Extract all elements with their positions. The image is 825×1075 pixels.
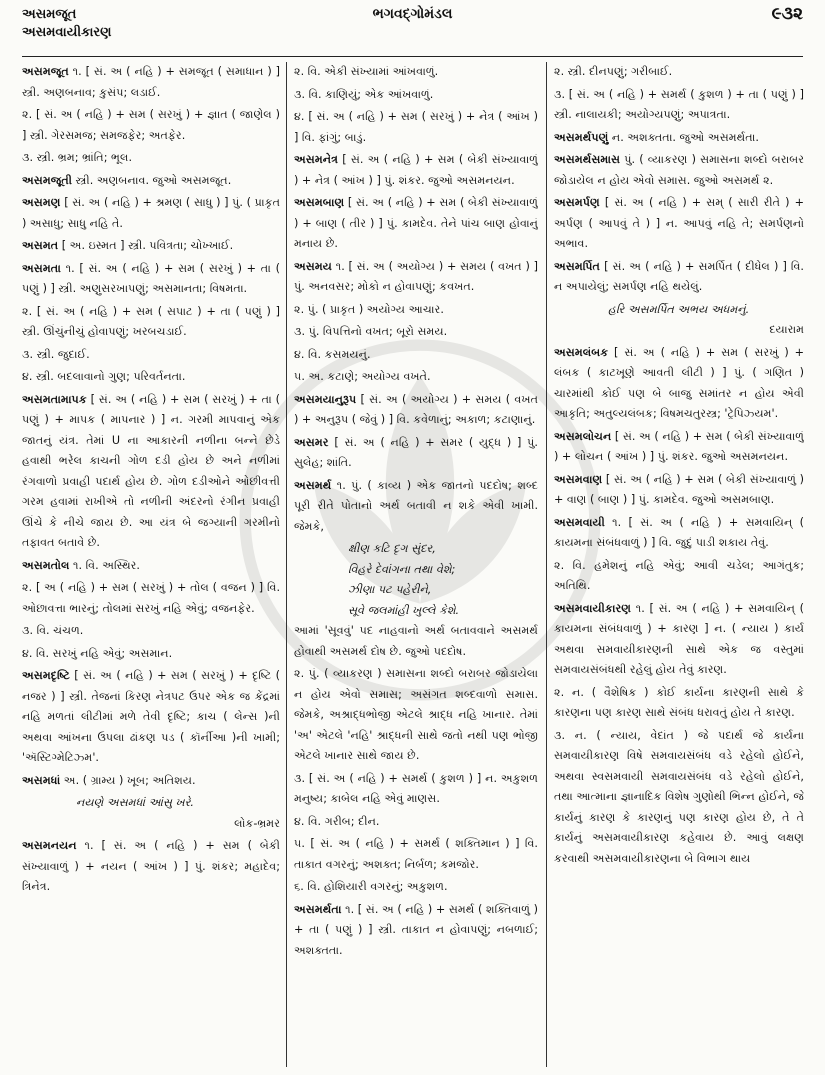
entry-text: ૧. પું. ( કાવ્ય ) એક જાતનો પદદોષ; શબ્દ પૂરી રીતે પોતાનો અર્થ બતાવી ન શકે એવી ખામી. જેમકે, (294, 478, 538, 533)
entry-text: પું. ( વ્યાકરણ ) સમાસના શબ્દો બરાબર જોડાયેલ ન હોય એવો સમાસ. જુઓ અસમર્થ ૨. (554, 153, 804, 187)
quotation-line (608, 300, 804, 321)
entry-sense (554, 85, 804, 126)
headword: અસમવાયી (554, 515, 605, 529)
headword: અસમલોચન (554, 429, 612, 443)
headword: અસમબાણ (294, 196, 345, 209)
entry-sense (22, 367, 280, 388)
entry-text: ૪. [ સં. અ ( નહિ ) + સમ ( સરખું ) + નેત્ર ( આંખ ) ] વિ. ફાંગું; બાડું. (294, 110, 538, 144)
headword: અસમજૂતી (22, 173, 72, 187)
headword: અસમધાં (22, 773, 61, 787)
entry-sense (294, 877, 538, 898)
entry-text: ૬. વિ. હોશિયારી વગરનું; અકુશળ. (294, 880, 448, 893)
dictionary-entry (554, 343, 804, 425)
entry-text: ૩. વિ. કાણિયું; એક આંખવાળું. (294, 87, 434, 101)
headword: અસમતોલ (22, 558, 70, 572)
headword: અસમણ (22, 196, 61, 209)
headword: અસમયાનુરૂપ (294, 392, 357, 406)
headword: અસમય (294, 259, 332, 273)
entry-text: ૨. [ અ ( નહિ ) + સમ ( સરખું ) + તોલ ( વજન ) ] વિ. ઓછાવત્તા ભારનું; તોલમાં સરખું નહિ એવું; વજનફેર. (22, 581, 280, 615)
dictionary-entry (554, 599, 804, 681)
dictionary-entry (22, 259, 280, 300)
entry-sense (22, 105, 280, 146)
entry-text: ૨. વિ. હમેશનું નહિ એવું; આવી ચડેલ; આગંતુક; અતિથિ. (554, 558, 804, 592)
entry-text: ૨. સ્ત્રી. દીનપણું; ગરીબાઈ. (554, 65, 673, 78)
headword: અસમનયન (22, 839, 77, 852)
entry-sense (22, 302, 280, 343)
column-2 (294, 62, 538, 1067)
entry-text: [ સં. અ ( નહિ ) + સમર્પિત ( દીધેલ ) ] વિ. ન અપાયેલું; સમર્પણ નહિ થયેલું. (554, 259, 804, 293)
quotation-line (348, 560, 538, 581)
entry-text: ૧. [ સં. અ ( નહિ ) + સમ ( સરખું ) + તા ( પણું ) ] સ્ત્રી. અણુસરખાપણું; અસમાનતા; વિષમતા. (22, 261, 280, 295)
dictionary-entry (554, 513, 804, 554)
entry-text: ૩. સ્ત્રી. જુદાઈ. (22, 347, 90, 361)
dictionary-entry (22, 390, 280, 554)
dictionary-entry (294, 150, 538, 191)
headword: અસમર્પણ (554, 196, 600, 209)
entry-text: [ સં. અ ( નહિ ) + સમર ( યુદ્ધ ) ] પું. સુલેહ; શાંતિ. (294, 435, 538, 469)
entry-sense (22, 578, 280, 619)
entry-text: ૩. [ સં. અ ( નહિ ) + સમર્થ ( કુશળ ) ] ન. અકુશળ મનુષ્ય; કાબેલ નહિ એવું માણસ. (294, 771, 538, 805)
headword: અસમર્પિત (554, 259, 600, 273)
quotation-credit (22, 814, 280, 835)
headword: અસમલંબક (554, 345, 609, 359)
entry-sense (294, 107, 538, 148)
column-divider-2 (546, 62, 547, 1067)
entry-sense (22, 148, 280, 169)
entry-text: [ સં. અ ( નહિ ) + સમ ( બેકી સંખ્યાવાળું ) + બાણ ( તીર ) ] પું. કામદેવ. તેને પાંચ બાણ હોવાનું મનાય છે. (294, 196, 538, 250)
entry-text: [ સં. અ ( નહિ ) + શ્રમણ ( સાધુ ) ] પું. ( પ્રાકૃત ) અસાધુ; સાધુ નહિ તે. (22, 196, 280, 230)
headword: અસમદૃષ્ટિ (22, 669, 70, 682)
column-1 (22, 62, 280, 1067)
entry-text: ૨. પું. ( પ્રાકૃત ) અયોગ્ય આચાર. (294, 302, 444, 316)
entry-sense (294, 812, 538, 833)
entry-text: ૩. પું. વિપત્તિનો વખત; બૂરો સમય. (294, 325, 448, 338)
entry-text: [ સં. અ ( નહિ ) + સમ ( સરખું ) + તા ( પણું ) + માપક ( માપનાર ) ] ન. ગરમી માપવાનું એક જાતનું યંત્ર. તેમાં U ના આકારની નળીના બન્ને છેડે હવાથી ભરેલ કાચની ગોળ દડી હોય છે અને નળીમાં રંગવાળો પ્રવાહી પદાર્થ હોય છે. ગોળ દડીઓને ઓછીવત્તી ગરમ હવામાં રાખીએ તો નળીની અંદરનો રંગીન પ્રવાહી ઊંચે કે નીચે જાય છે. આ યંત્ર બે જગ્યાની ગરમીનો તફાવત બતાવે છે. (22, 392, 280, 549)
entry-sense (294, 664, 538, 767)
entry-text: ૪. સ્ત્રી. બદલાવાનો ગુણ; પરિવર્તનતા. (22, 370, 186, 383)
page-number: ૯૩૨ (771, 4, 803, 24)
entry-text: [ અ. ઇસ્મત ] સ્ત્રી. પવિત્રતા; ચોખ્ખાઈ. (58, 239, 234, 252)
entry-sense (294, 367, 538, 388)
entry-text: ૩. [ સં. અ ( નહિ ) + સમર્થ ( કુશળ ) + તા ( પણું ) ] સ્ત્રી. નાલાયકી; અયોગ્યપણું; અપાત્રતા. (554, 87, 804, 121)
entry-text: હરિ અસમર્પિત અભય અધમનું. (608, 302, 750, 316)
entry-text: ૨. [ સં. અ ( નહિ ) + સમ ( સપાટ ) + તા ( પણું ) ] સ્ત્રી. ઊંચુંનીચું હોવાપણું; ખરબચડાઈ. (22, 304, 280, 338)
dictionary-entry (554, 257, 804, 298)
headword: અસમજૂત (22, 65, 69, 78)
entry-text: ૧. [ સં. અ ( નહિ ) + સમવાયિન્ ( કાયમના સંબંધવાળું ) + કારણ ] ન. ( ન્યાય ) કાર્ય અથવા સમવાયીકારણની સાથે એક જ વસ્તુમાં સમવાયસંબંધથી રહેલું હોય તેવું કારણ. (554, 601, 804, 676)
entry-text: સ્ત્રી. અણબનાવ. જુઓ અસમજૂત. (71, 173, 232, 187)
entry-text: [ સં. અ ( નહિ ) + સમ ( બેકી સંખ્યાવાળું ) + નેત્ર ( આંખ ) ] પું. શંકર. જુઓ અસમનયન. (294, 153, 538, 187)
entry-text: [ સં. અ ( અયોગ્ય ) + સમય ( વખત ) + અનુરૂપ ( જેવું ) ] વિ. કવેળાનું; અકાળ; કટાણાનું. (294, 392, 538, 426)
entry-text: ૨. ન. ( વૈશેષિક ) કોઈ કાર્યના કારણની સાથે કે કારણના પણ કારણ સાથે સંબંધ ધરાવતું હોય તે કારણ. (554, 685, 804, 719)
entry-text: આમાં 'સૂવવું' પદ નાહવાનો અર્થ બતાવવાને અસમર્થ હોવાથી અસમર્થ દોષ છે. જુઓ પદદોષ. (294, 624, 538, 658)
headword: અસમર્થસમાસ (554, 153, 621, 166)
entry-sense (22, 621, 280, 642)
entry-sense (554, 556, 804, 597)
quotation-line (348, 539, 538, 560)
entry-text: [ સં. અ ( નહિ ) + સમ્ ( સારી રીતે ) + અર્પણ ( આપવું તે ) ] ન. આપવું નહિ તે; સમર્પણનો અભાવ. (554, 196, 804, 250)
entry-text: વિહરે દેવાંગના તથા વેશે; (348, 562, 456, 576)
entry-text: ૧. [ સં. અ ( નહિ ) + સમવાયિન્ ( કાયમના સંબંધવાળું ) ] વિ. જુદું પાડી શકાય તેવું. (554, 515, 804, 549)
entry-sense (294, 345, 538, 366)
entry-text: ૧. [ સં. અ ( નહિ ) + સમ ( બેકી સંખ્યાવાળું ) + નયન ( આંખ ) ] પું. શંકર; મહાદેવ; ત્રિનેત્ર. (22, 839, 280, 893)
dictionary-entry (294, 433, 538, 474)
entry-text: ૪. વિ. ગરીબ; દીન. (294, 814, 380, 828)
entry-text: ૪. વિ. સરખું નહિ એવું; અસમાન. (22, 646, 173, 660)
headword: અસમર (294, 435, 329, 449)
entry-sense (294, 85, 538, 106)
entry-sense (554, 683, 804, 724)
dictionary-entry (554, 193, 804, 255)
dictionary-entry (294, 390, 538, 431)
column-3 (554, 62, 804, 1067)
entry-text: અ. ( ગ્રામ્ય ) ખૂબ; અતિશય. (60, 773, 196, 787)
entry-text: ૧. [ સં. અ ( અયોગ્ય ) + સમય ( વખત ) ] પું. અનવસર; મોકો ન હોવાપણું; કવખત. (294, 259, 538, 293)
dictionary-entry (22, 236, 280, 257)
entry-text: ક્ષીણ કટિ દૃગ સુંદર, (348, 542, 436, 555)
column-divider-1 (286, 62, 287, 1067)
entry-sense (294, 769, 538, 810)
guide-word-second: અસમવાયીકારણ (22, 25, 112, 40)
entry-sense (554, 62, 804, 83)
entry-text: ૩. ન. ( ન્યાય, વેદાંત ) જે પદાર્થ જે કાર્યના સમવાયીકારણ વિષે સમવાયસંબંધ વડે રહેલો હોઈને, અથવા સ્વસમવાયી સમવાયસંબંધ વડે રહેલો હોઈને, તથા આત્માના જ્ઞાનાદિક વિશેષ ગુણોથી ભિન્ન હોઈને, જે કાર્યનું કારણ કે કારણનું પણ કારણ હોય છે, તે તે કાર્યનું અસમવાયીકારણ કહેવાય છે. આવું લક્ષણ કરવાથી અસમવાયીકારણના બે વિભાગ થાય (554, 728, 804, 865)
dictionary-entry (294, 193, 538, 255)
dictionary-entry (22, 193, 280, 234)
dictionary-entry (22, 836, 280, 898)
quotation-credit (554, 320, 804, 341)
headword: અસમર્થ (294, 478, 332, 492)
entry-text: ૧. [ સં. અ ( નહિ ) + સમજૂત ( સમાધાન ) ] સ્ત્રી. અણબનાવ; કુસંપ; લડાઈ. (22, 65, 280, 99)
book-title: ભગવદ્ગોમંડલ (372, 6, 453, 22)
headword: અસમવાણ (554, 472, 603, 486)
entry-text: ૧. વિ. અસ્થિર. (69, 558, 140, 572)
entry-text: લોક-ભ્રમર (234, 816, 280, 830)
dictionary-entry (22, 171, 280, 192)
headword: અસમનેત્ર (294, 153, 338, 166)
dictionary-entry (554, 150, 804, 191)
entry-text: દયારામ (769, 323, 804, 336)
entry-text: ૫. [ સં. અ ( નહિ ) + સમર્થ ( શક્તિમાન ) ] વિ. તાકાત વગરનું; અશક્ત; નિર્બળ; કમજોર. (294, 837, 538, 871)
dictionary-entry (294, 900, 538, 962)
dictionary-entry (554, 128, 804, 149)
headword: અસમર્થતા (294, 902, 342, 916)
headword: અસમતામાપક (22, 392, 87, 406)
quotation-line (348, 601, 538, 622)
entry-text: ૫. અ. કટાણે; અયોગ્ય વખતે. (294, 370, 431, 383)
entry-sense (554, 726, 804, 870)
entry-text: નયણે અસમધાં આંસુ ખરે. (76, 796, 194, 809)
dictionary-entry (294, 476, 538, 538)
entry-text: ૧. [ સં. અ ( નહિ ) + સમર્થ ( શક્તિવાળું ) + તા ( પણું ) ] સ્ત્રી. તાકાત ન હોવાપણું; નબળાઈ; અશક્તતા. (294, 902, 538, 957)
quotation-line (348, 580, 538, 601)
entry-sense (294, 322, 538, 343)
entry-text: ન. અશક્તતા. જુઓ અસમર્થતા. (608, 130, 759, 144)
entry-text: [ સં. અ ( નહિ ) + સમ ( બેકી સંખ્યાવાળું ) + લોચન ( આંખ ) ] પું. શંકર. જુઓ અસમનયન. (554, 429, 804, 463)
headword: અસમવાયીકારણ (554, 601, 632, 615)
dictionary-entry (22, 771, 280, 792)
quotation-line (76, 793, 280, 814)
dictionary-entry (294, 257, 538, 298)
dictionary-entry (22, 556, 280, 577)
entry-text: સૂવે જલમાંહી ખુલ્લે કેશે. (348, 603, 460, 617)
headword: અસમતા (22, 261, 61, 275)
dictionary-entry (554, 427, 804, 468)
dictionary-entry (22, 666, 280, 769)
entry-sense (294, 621, 538, 662)
entry-text: ૨. વિ. એકી સંખ્યામાં આંખવાળું. (294, 65, 439, 78)
entry-sense (294, 62, 538, 83)
dictionary-entry (554, 470, 804, 511)
entry-text: ૪. વિ. કસમયનું. (294, 347, 371, 361)
entry-sense (22, 644, 280, 665)
entry-sense (294, 834, 538, 875)
entry-sense (294, 300, 538, 321)
header-rule (22, 56, 803, 57)
entry-text: ૨. પું. ( વ્યાકરણ ) સમાસના શબ્દો બરાબર જોડાયેલા ન હોય એવો સમાસ; અસંગત શબ્દવાળો સમાસ. જેમકે, અશ્રાદ્ધભોજી એટલે શ્રાદ્ધ નહિ ખાનાર. તેમાં 'અ' એટલે 'નહિ' શ્રાદ્ધની સાથે જતો નથી પણ ભોજી એટલે ખાનાર સાથે જાય છે. (294, 667, 538, 762)
entry-text: [ સં. અ ( નહિ ) + સમ ( સરખું ) + દૃષ્ટિ ( નજર ) ] સ્ત્રી. તેજનાં કિરણ નેત્રપટ ઉપર એક જ કેંદ્રમાં નહિ મળતાં લીટીમાં મળે તેવી દૃષ્ટિ; કાચ ( લેન્સ )ની અથવા આંખના ઉપલા ઢાંકણ પડ ( કૉર્નીઆ )ની ખામી; 'ઍસ્ટિગ્મેટિઝ્મ'. (22, 669, 280, 764)
entry-sense (22, 345, 280, 366)
dictionary-entry (22, 62, 280, 103)
entry-text: ઝીણા પટ પહેરીને, (348, 583, 432, 596)
entry-text: ૩. સ્ત્રી. ભ્રમ; ભ્રાંતિ; ભૂલ. (22, 151, 132, 164)
guide-word-first: અસમજૂત (22, 7, 77, 22)
entry-text: [ સં. અ ( નહિ ) + સમ ( સરખું ) + લંબક ( કાટખૂણે આવતી લીટી ) ] પું. ( ગણિત ) ચારમાંથી કોઈ પણ બે બાજુ સમાંતર ન હોય એવી આકૃતિ; અતુલ્યલંબક; વિષમચતુરસ્ત્ર; 'ટ્રેપિઝ્યમ'. (554, 345, 804, 420)
entry-text: ૨. [ સં. અ ( નહિ ) + સમ ( સરખું ) + જ્ઞાત ( જાણેલ ) ] સ્ત્રી. ગેરસમજ; સમજફેર; અતફેર. (22, 108, 280, 142)
headword: અસમર્થપણું (554, 130, 609, 144)
headword: અસમત (22, 239, 59, 252)
entry-text: ૩. વિ. ચંચળ. (22, 624, 84, 637)
entry-text: [ સં. અ ( નહિ ) + સમ ( બેકી સંખ્યાવાળું ) + વાણ ( બાણ ) ] પું. કામદેવ. જુઓ અસમબાણ. (554, 472, 804, 506)
running-head (22, 4, 803, 52)
